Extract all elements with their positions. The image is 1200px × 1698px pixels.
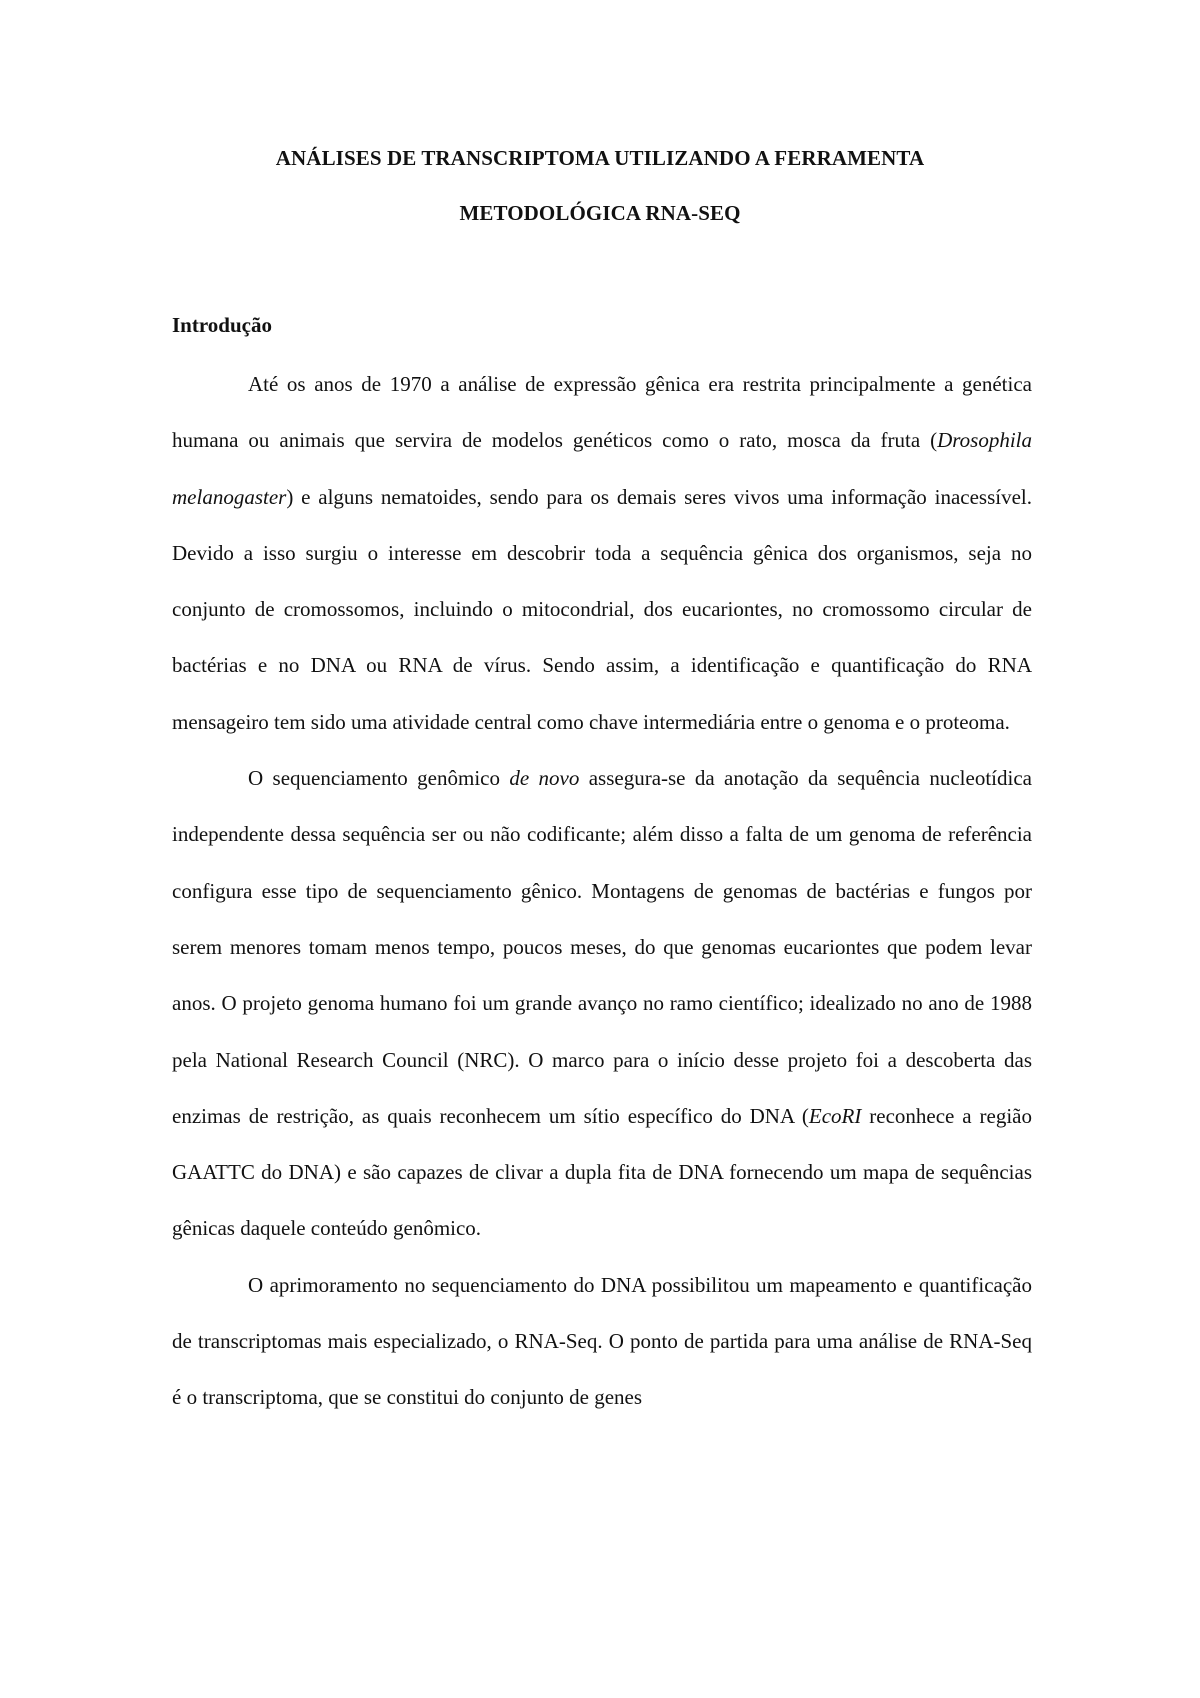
paragraph-1-text-2: ) e alguns nematoides, sendo para os demais seres vivos uma informação inacessível. Devido a isso surgiu o interesse em descobrir toda a sequência gênica dos organismos, seja no conjunto de cromossomos, incluindo o mitocondrial, dos eucariontes, no cromossomo circular de bactérias e no DNA ou RNA de vírus. Sendo assim, a identificação e quantificação do RNA mensageiro tem sido uma atividade central como chave intermediária entre o genoma e o proteoma.: [172, 484, 1032, 734]
paragraph-2-text-3: reconhece a região GAATTC do DNA) e são capazes de clivar a dupla fita de DNA fornecendo um mapa de sequências gênicas daquele conteúdo genômico.: [172, 1103, 1032, 1241]
paragraph-1: [172, 356, 1032, 750]
paragraph-3-text-1: O aprimoramento no sequenciamento do DNA possibilitou um mapeamento e quantificação de transcriptomas mais especializado, o RNA-Seq. O ponto de partida para uma análise de RNA-Seq é o transcriptoma, que se constitui do conjunto de genes: [172, 1272, 1032, 1410]
document-title-line-1: ANÁLISES DE TRANSCRIPTOMA UTILIZANDO A FERRAMENTA: [275, 146, 925, 170]
body-text: [172, 356, 1032, 1426]
paragraph-1-text-1: Até os anos de 1970 a análise de expressão gênica era restrita principalmente a genética humana ou animais que servira de modelos genéticos como o rato, mosca da fruta (: [172, 372, 1032, 453]
section-heading: Introdução: [172, 313, 272, 337]
paragraph-2-italic-de-novo: de novo: [509, 766, 580, 791]
paragraph-2-text-2: assegura-se da anotação da sequência nucleotídica independente dessa sequência ser ou não codificante; além disso a falta de um genoma de referência configura esse tipo de sequenciamento gênico. Montagens de genomas de bactérias e fungos por serem menores tomam menos tempo, poucos meses, do que genomas eucariontes que podem levar anos. O projeto genoma humano foi um grande avanço no ramo científico; idealizado no ano de 1988 pela National Research Council (NRC). O marco para o início desse projeto foi a descoberta das enzimas de restrição, as quais reconhecem um sítio específico do DNA (: [172, 766, 1032, 1128]
paragraph-2-italic-ecori: EcoRI: [808, 1103, 862, 1128]
paragraph-2: [172, 750, 1032, 1257]
paragraph-3: [172, 1257, 1032, 1426]
paragraph-2-text-1: O sequenciamento genômico: [248, 766, 510, 791]
document-title-line-2: METODOLÓGICA RNA-SEQ: [459, 201, 741, 225]
paragraph-1-italic-species: Drosophila melanogaster: [172, 428, 1032, 509]
